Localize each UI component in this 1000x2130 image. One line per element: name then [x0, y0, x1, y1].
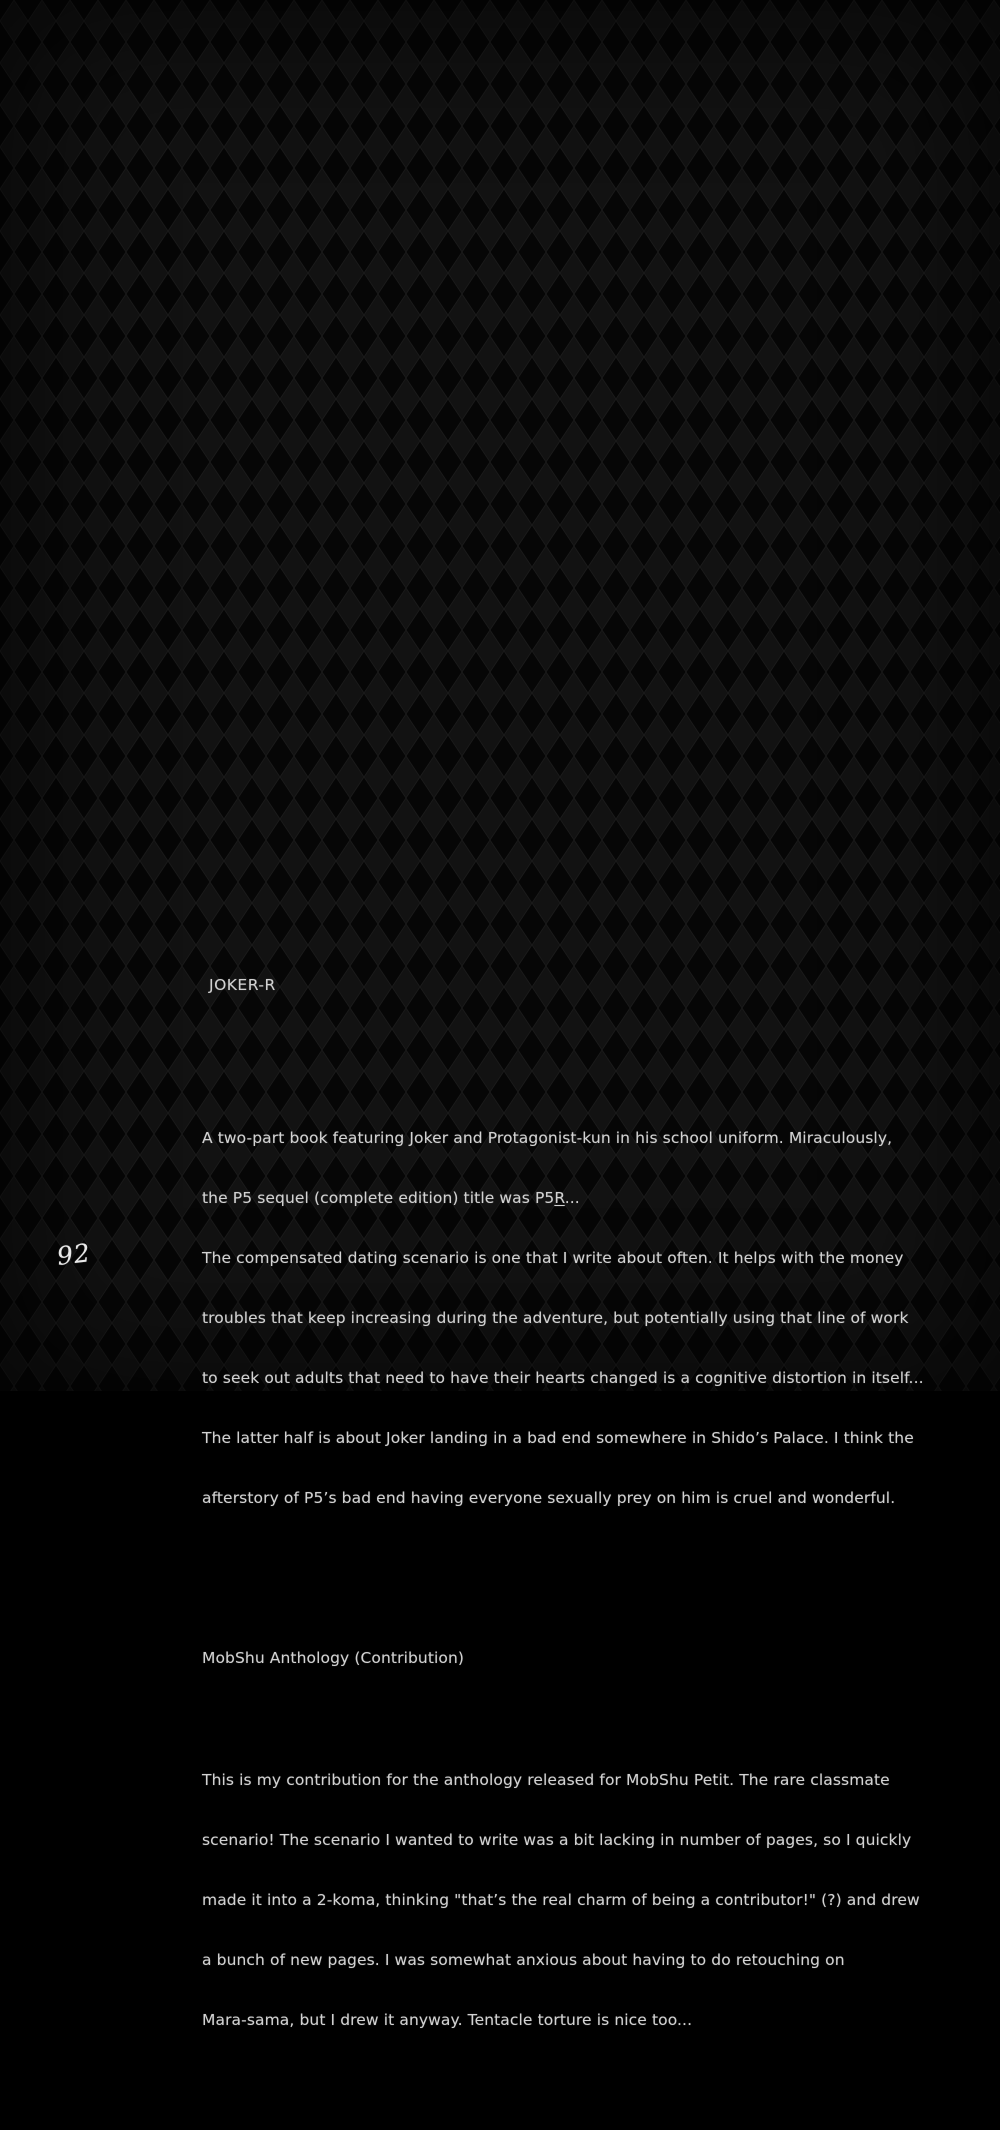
- text-segment: the P5 sequel (complete edition) title was P5: [202, 1189, 555, 1207]
- text-line: The latter half is about Joker landing in a bad end somewhere in Shido’s Palace. I think the: [202, 1429, 914, 1447]
- text-line: The compensated dating scenario is one that I write about often. It helps with the money: [202, 1249, 904, 1267]
- text-line: a bunch of new pages. I was somewhat anxious about having to do retouching on: [202, 1951, 845, 1969]
- text-line: to seek out adults that need to have their hearts changed is a cognitive distortion in itself...: [202, 1369, 924, 1387]
- afterword-text: [202, 915, 992, 2130]
- section-body-mobshu: [202, 1730, 992, 2070]
- underlined-r: R: [554, 1189, 565, 1207]
- section-title-mobshu: MobShu Anthology (Contribution): [202, 1649, 465, 1667]
- text-line: scenario! The scenario I wanted to write was a bit lacking in number of pages, so I quickly: [202, 1831, 912, 1849]
- page-number: 92: [55, 1238, 93, 1271]
- text-line: Mara-sama, but I drew it anyway. Tentacle torture is nice too...: [202, 2011, 693, 2029]
- text-line: A two-part book featuring Joker and Protagonist-kun in his school uniform. Miraculously,: [202, 1129, 893, 1147]
- section-title-joker-r: JOKER-R: [209, 976, 276, 994]
- text-line: made it into a 2-koma, thinking "that’s the real charm of being a contributor!" (?) and drew: [202, 1891, 920, 1909]
- section-body-joker-r: [202, 1088, 992, 1548]
- text-segment: ...: [564, 1189, 580, 1207]
- text-line: troubles that keep increasing during the adventure, but potentially using that line of work: [202, 1309, 909, 1327]
- text-line: This is my contribution for the anthology released for MobShu Petit. The rare classmate: [202, 1771, 890, 1789]
- text-line: afterstory of P5’s bad end having everyone sexually prey on him is cruel and wonderful.: [202, 1489, 896, 1507]
- text-line: [202, 1188, 992, 1208]
